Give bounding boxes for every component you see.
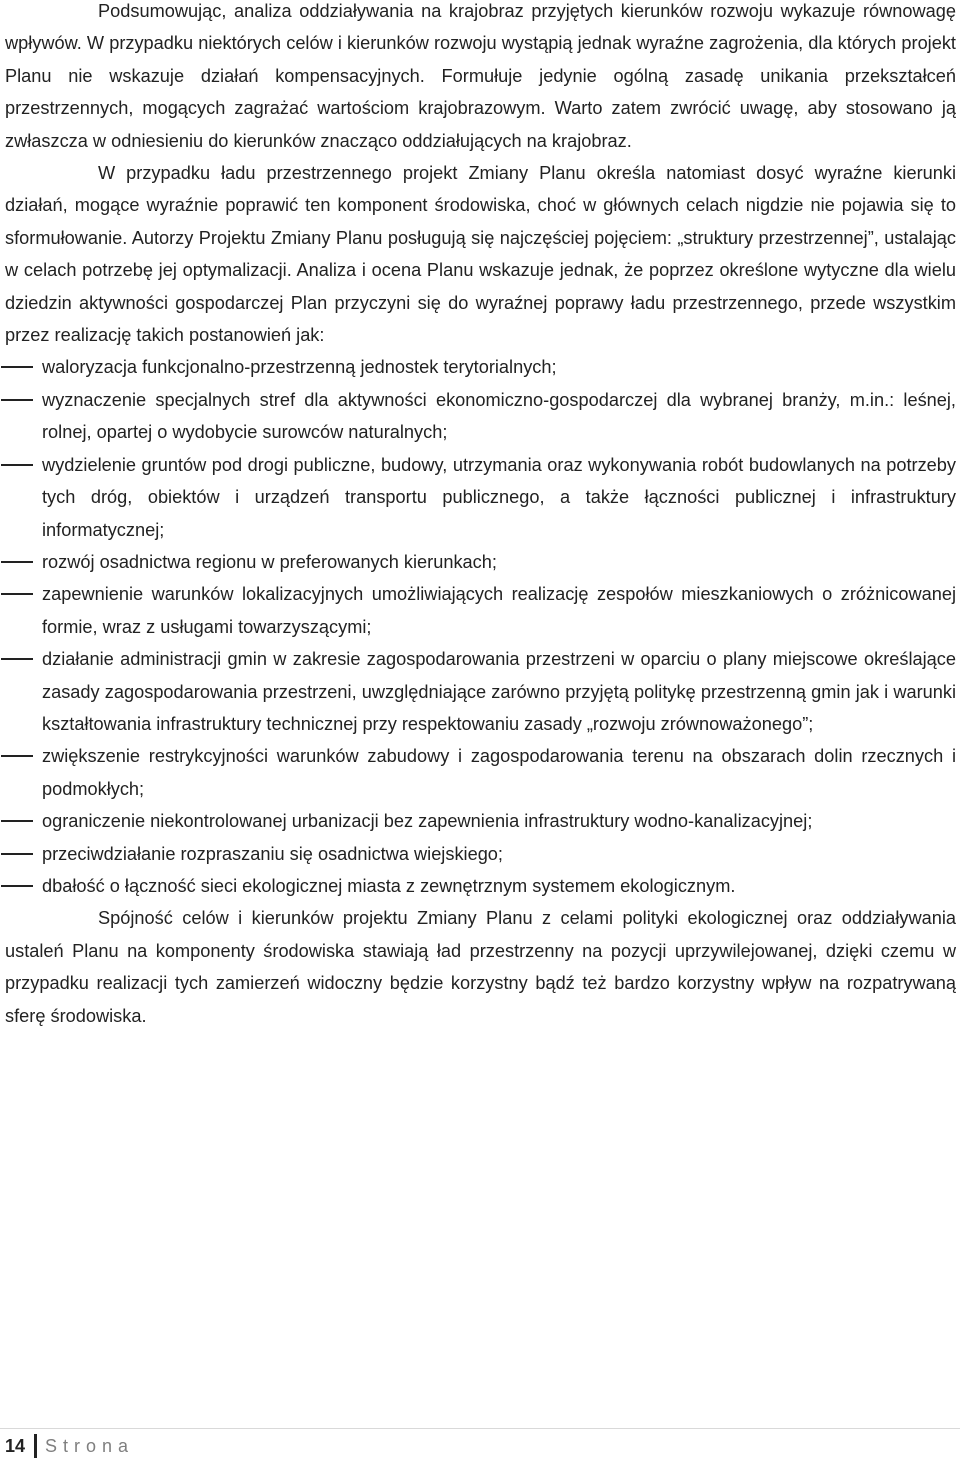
paragraph-conclusion: Spójność celów i kierunków projektu Zmiany Planu z celami polityki ekologicznej oraz oddziaływania ustaleń Planu na komponenty środowiska stawiają ład przestrzenny na pozycji uprzywilejowanej, dzięki czemu w przypadku realizacji tych zamierzeń widoczny będzie korzystny bądź też bardzo korzystny wpływ na rozpatrywaną sferę środowiska. [5,908,956,1026]
list-item: wyznaczenie specjalnych stref dla aktywności ekonomiczno-gospodarczej dla wybranej branży, m.in.: leśnej, rolnej, opartej o wydobycie surowców naturalnych; [5,384,956,449]
list-item: dbałość o łączność sieci ekologicznej miasta z zewnętrznym systemem ekologicznym. [5,870,956,902]
list-item: zapewnienie warunków lokalizacyjnych umożliwiających realizację zespołów mieszkaniowych o zróżnicowanej formie, wraz z usługami towarzyszącymi; [5,578,956,643]
list-item: działanie administracji gmin w zakresie zagospodarowania przestrzeni w oparciu o plany miejscowe określające zasady zagospodarowania przestrzeni, uwzględniające zarówno przyjętą politykę przestrzenną gmin jak i warunki kształtowania infrastruktury technicznej przy respektowaniu zasady „rozwoju zrównoważonego”; [5,643,956,740]
dash-bullet-icon [1,853,33,855]
footer-content [5,1432,134,1460]
dash-bullet-icon [1,464,33,466]
dash-bullet-icon [1,561,33,563]
dash-bullet-icon [1,399,33,401]
dash-bullet-icon [1,658,33,660]
list-item: zwiększenie restrykcyjności warunków zabudowy i zagospodarowania terenu na obszarach dolin rzecznych i podmokłych; [5,740,956,805]
footer-separator [34,1434,37,1458]
list-item: wydzielenie gruntów pod drogi publiczne, budowy, utrzymania oraz wykonywania robót budowlanych na potrzeby tych dróg, obiektów i urządzeń transportu publicznego, a także łączności publicznej i infrastruktury informatycznej; [5,449,956,546]
dash-bullet-icon [1,593,33,595]
list-item: ograniczenie niekontrolowanej urbanizacji bez zapewnienia infrastruktury wodno-kanalizacyjnej; [5,805,956,837]
document-page [5,0,956,1032]
list-item: waloryzacja funkcjonalno-przestrzenną jednostek terytorialnych; [5,351,956,383]
paragraph-spatial-order: W przypadku ładu przestrzennego projekt Zmiany Planu określa natomiast dosyć wyraźne kierunki działań, mogące wyraźnie poprawić ten komponent środowiska, choć w głównych celach nigdzie nie pojawia się to sformułowanie. Autorzy Projektu Zmiany Planu posługują się najczęściej pojęciem: „struktury przestrzennej”, ustalając w celach potrzebę jej optymalizacji. Analiza i ocena Planu wskazuje jednak, że poprzez określone wytyczne dla wielu dziedzin aktywności gospodarczej Plan przyczyni się do wyraźnej poprawy ładu przestrzennego, przede wszystkim przez realizację takich postanowień jak: [5,163,956,346]
footer-page-label: Strona [45,1435,135,1456]
list-item: rozwój osadnictwa regionu w preferowanych kierunkach; [5,546,956,578]
dash-bullet-icon [1,885,33,887]
list-item: przeciwdziałanie rozpraszaniu się osadnictwa wiejskiego; [5,838,956,870]
provisions-list [5,351,956,902]
dash-bullet-icon [1,755,33,757]
page-footer [0,1428,960,1461]
page-number: 14 [5,1435,26,1456]
dash-bullet-icon [1,366,33,368]
paragraph-landscape-summary: Podsumowując, analiza oddziaływania na krajobraz przyjętych kierunków rozwoju wykazuje równowagę wpływów. W przypadku niektórych celów i kierunków rozwoju wystąpią jednak wyraźne zagrożenia, dla których projekt Planu nie wskazuje działań kompensacyjnych. Formułuje jedynie ogólną zasadę unikania przekształceń przestrzennych, mogących zagrażać wartościom krajobrazowym. Warto zatem zwrócić uwagę, aby stosowano ją zwłaszcza w odniesieniu do kierunków znacząco oddziałujących na krajobraz. [5,1,956,151]
dash-bullet-icon [1,820,33,822]
